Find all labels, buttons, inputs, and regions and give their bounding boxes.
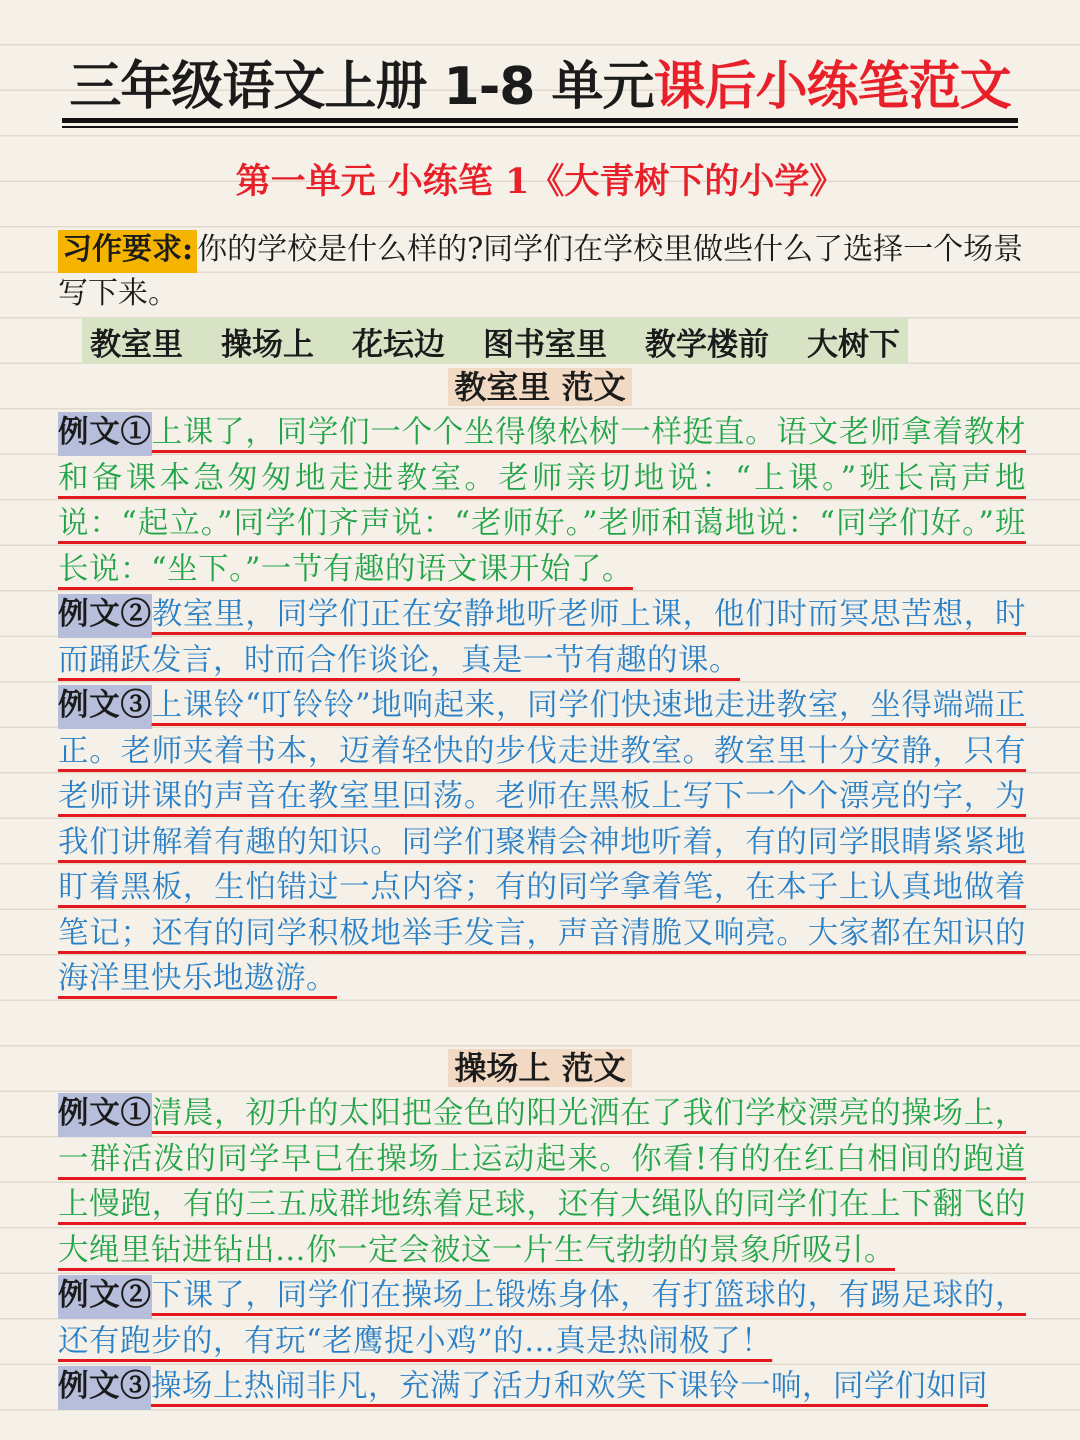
section-heading-playground: 操场上 范文 [0,1045,1080,1091]
title-underline-thin [62,126,1018,128]
title-red-part: 课后小练笔范文 [653,57,1011,117]
example-paragraph [58,683,1026,1002]
example-text: 上课铃“叮铃铃”地响起来，同学们快速地走进教室，坐得端端正正。老师夹着书本，迈着轻快的步伐走进教室。教室里十分安静，只有老师讲课的声音在教室里回荡。老师在黑板上写下一个个漂亮的字，为我们讲解着有趣的知识。同学们聚精会神地听着，有的同学眼睛紧紧地盯着黑板，生怕错过一点内容；有的同学拿着笔，在本子上认真地做着笔记；还有的同学积极地举手发言，声音清脆又响亮。大家都在知识的海洋里快乐地遨游。 [58,688,1026,996]
scene-option: 花坛边 [352,326,445,363]
example-text: 操场上热闹非凡，充满了活力和欢笑下课铃一响，同学们如同 [151,1369,988,1404]
section-heading-classroom: 教室里 范文 [0,364,1080,410]
example-paragraph [58,1091,1026,1273]
example-text: 清晨，初升的太阳把金色的阳光洒在了我们学校漂亮的操场上，一群活泼的同学早已在操场上运动起来。你看!有的在红白相间的跑道上慢跑，有的三五成群地练着足球，还有大绳队的同学们在上下翻飞的大绳里钻进钻出…你一定会被这一片生气勃勃的景象所吸引。 [58,1096,1027,1268]
example-paragraph [58,410,1026,592]
example-text: 下课了，同学们在操场上锻炼身体，有打篮球的，有踢足球的，还有跑步的，有玩“老鹰捉小鸡”的…真是热闹极了！ [58,1278,1027,1359]
example-label: 例文③ [58,1366,151,1410]
example-label: 例文② [58,1275,152,1319]
example-label: 例文③ [58,685,152,729]
example-label: 例文① [58,1093,152,1137]
title-underline-thick [62,118,1018,123]
scene-option: 教室里 [90,326,183,363]
writing-requirement [58,228,1038,316]
scene-option: 图书室里 [483,326,607,363]
example-label: 例文① [58,412,152,456]
requirement-label: 习作要求: [58,230,197,273]
scene-option: 教学楼前 [645,326,769,363]
page-title [0,52,1080,122]
title-black-part: 三年级语文上册 1-8 单元 [69,57,654,117]
example-paragraph [58,1364,1026,1410]
scene-options-bar [82,318,908,364]
example-paragraph [58,1273,1026,1364]
scene-option: 大树下 [807,326,900,363]
unit-title: 第一单元 小练笔 1《大青树下的小学》 [235,161,845,202]
example-paragraph [58,592,1026,683]
example-label: 例文② [58,594,152,638]
example-text: 教室里，同学们正在安静地听老师上课，他们时而冥思苦想，时而踊跃发言，时而合作谈论，真是一节有趣的课。 [58,597,1027,678]
scene-option: 操场上 [221,326,314,363]
requirement-text: 你的学校是什么样的?同学们在学校里做些什么了选择一个场景写下来。 [58,232,1024,311]
example-text: 上课了，同学们一个个坐得像松树一样挺直。语文老师拿着教材和备课本急匆匆地走进教室。老师亲切地说：“上课。”班长高声地说：“起立。”同学们齐声说：“老师好。”老师和蔼地说：“同学们好。”班长说：“坐下。”一节有趣的语文课开始了。 [58,415,1027,587]
